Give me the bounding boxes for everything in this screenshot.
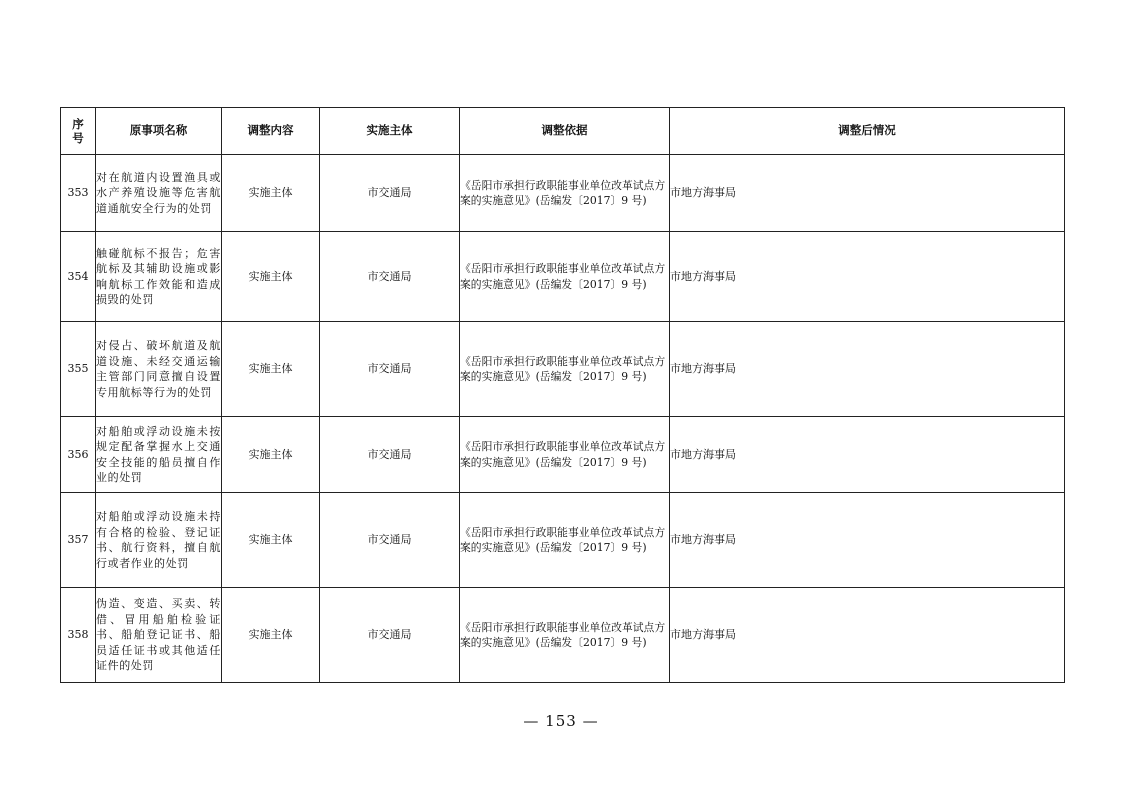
row-after: 市地方海事局 [670, 417, 1065, 493]
row-subject: 市交通局 [320, 322, 460, 417]
header-name: 原事项名称 [96, 108, 222, 155]
row-basis: 《岳阳市承担行政职能事业单位改革试点方案的实施意见》(岳编发〔2017〕9 号) [460, 417, 670, 493]
row-name: 触碰航标不报告；危害航标及其辅助设施或影响航标工作效能和造成损毁的处罚 [96, 232, 222, 322]
row-basis: 《岳阳市承担行政职能事业单位改革试点方案的实施意见》(岳编发〔2017〕9 号) [460, 322, 670, 417]
row-subject: 市交通局 [320, 588, 460, 683]
table-row [61, 155, 1065, 232]
row-subject: 市交通局 [320, 493, 460, 588]
row-basis: 《岳阳市承担行政职能事业单位改革试点方案的实施意见》(岳编发〔2017〕9 号) [460, 588, 670, 683]
row-seq: 353 [61, 155, 96, 232]
row-after: 市地方海事局 [670, 155, 1065, 232]
row-basis: 《岳阳市承担行政职能事业单位改革试点方案的实施意见》(岳编发〔2017〕9 号) [460, 232, 670, 322]
adjustment-table [60, 107, 1065, 683]
table-header-row [61, 108, 1065, 155]
row-name: 对侵占、破坏航道及航道设施、未经交通运输主管部门同意擅自设置专用航标等行为的处罚 [96, 322, 222, 417]
row-content: 实施主体 [222, 232, 320, 322]
row-after: 市地方海事局 [670, 232, 1065, 322]
row-seq: 356 [61, 417, 96, 493]
row-seq: 358 [61, 588, 96, 683]
table-row [61, 588, 1065, 683]
row-content: 实施主体 [222, 417, 320, 493]
row-seq: 355 [61, 322, 96, 417]
row-name: 对船舶或浮动设施未按规定配备掌握水上交通安全技能的船员擅自作业的处罚 [96, 417, 222, 493]
row-subject: 市交通局 [320, 232, 460, 322]
row-content: 实施主体 [222, 155, 320, 232]
header-seq-line1: 序 [72, 117, 84, 131]
table-row [61, 322, 1065, 417]
header-subject: 实施主体 [320, 108, 460, 155]
row-content: 实施主体 [222, 493, 320, 588]
table-row [61, 417, 1065, 493]
row-basis: 《岳阳市承担行政职能事业单位改革试点方案的实施意见》(岳编发〔2017〕9 号) [460, 155, 670, 232]
header-after: 调整后情况 [670, 108, 1065, 155]
row-after: 市地方海事局 [670, 322, 1065, 417]
table-row [61, 493, 1065, 588]
header-seq [61, 108, 96, 155]
header-seq-line2: 号 [72, 131, 84, 145]
row-name: 伪造、变造、买卖、转借、冒用船舶检验证书、船舶登记证书、船员适任证书或其他适任证件的处罚 [96, 588, 222, 683]
row-name: 对船舶或浮动设施未持有合格的检验、登记证书、航行资料，擅自航行或者作业的处罚 [96, 493, 222, 588]
row-seq: 357 [61, 493, 96, 588]
page-number: — 153 — [523, 712, 599, 730]
row-content: 实施主体 [222, 322, 320, 417]
row-subject: 市交通局 [320, 417, 460, 493]
row-after: 市地方海事局 [670, 493, 1065, 588]
row-name: 对在航道内设置渔具或水产养殖设施等危害航道通航安全行为的处罚 [96, 155, 222, 232]
table-row [61, 232, 1065, 322]
row-content: 实施主体 [222, 588, 320, 683]
header-basis: 调整依据 [460, 108, 670, 155]
row-basis: 《岳阳市承担行政职能事业单位改革试点方案的实施意见》(岳编发〔2017〕9 号) [460, 493, 670, 588]
row-seq: 354 [61, 232, 96, 322]
row-after: 市地方海事局 [670, 588, 1065, 683]
header-content: 调整内容 [222, 108, 320, 155]
row-subject: 市交通局 [320, 155, 460, 232]
